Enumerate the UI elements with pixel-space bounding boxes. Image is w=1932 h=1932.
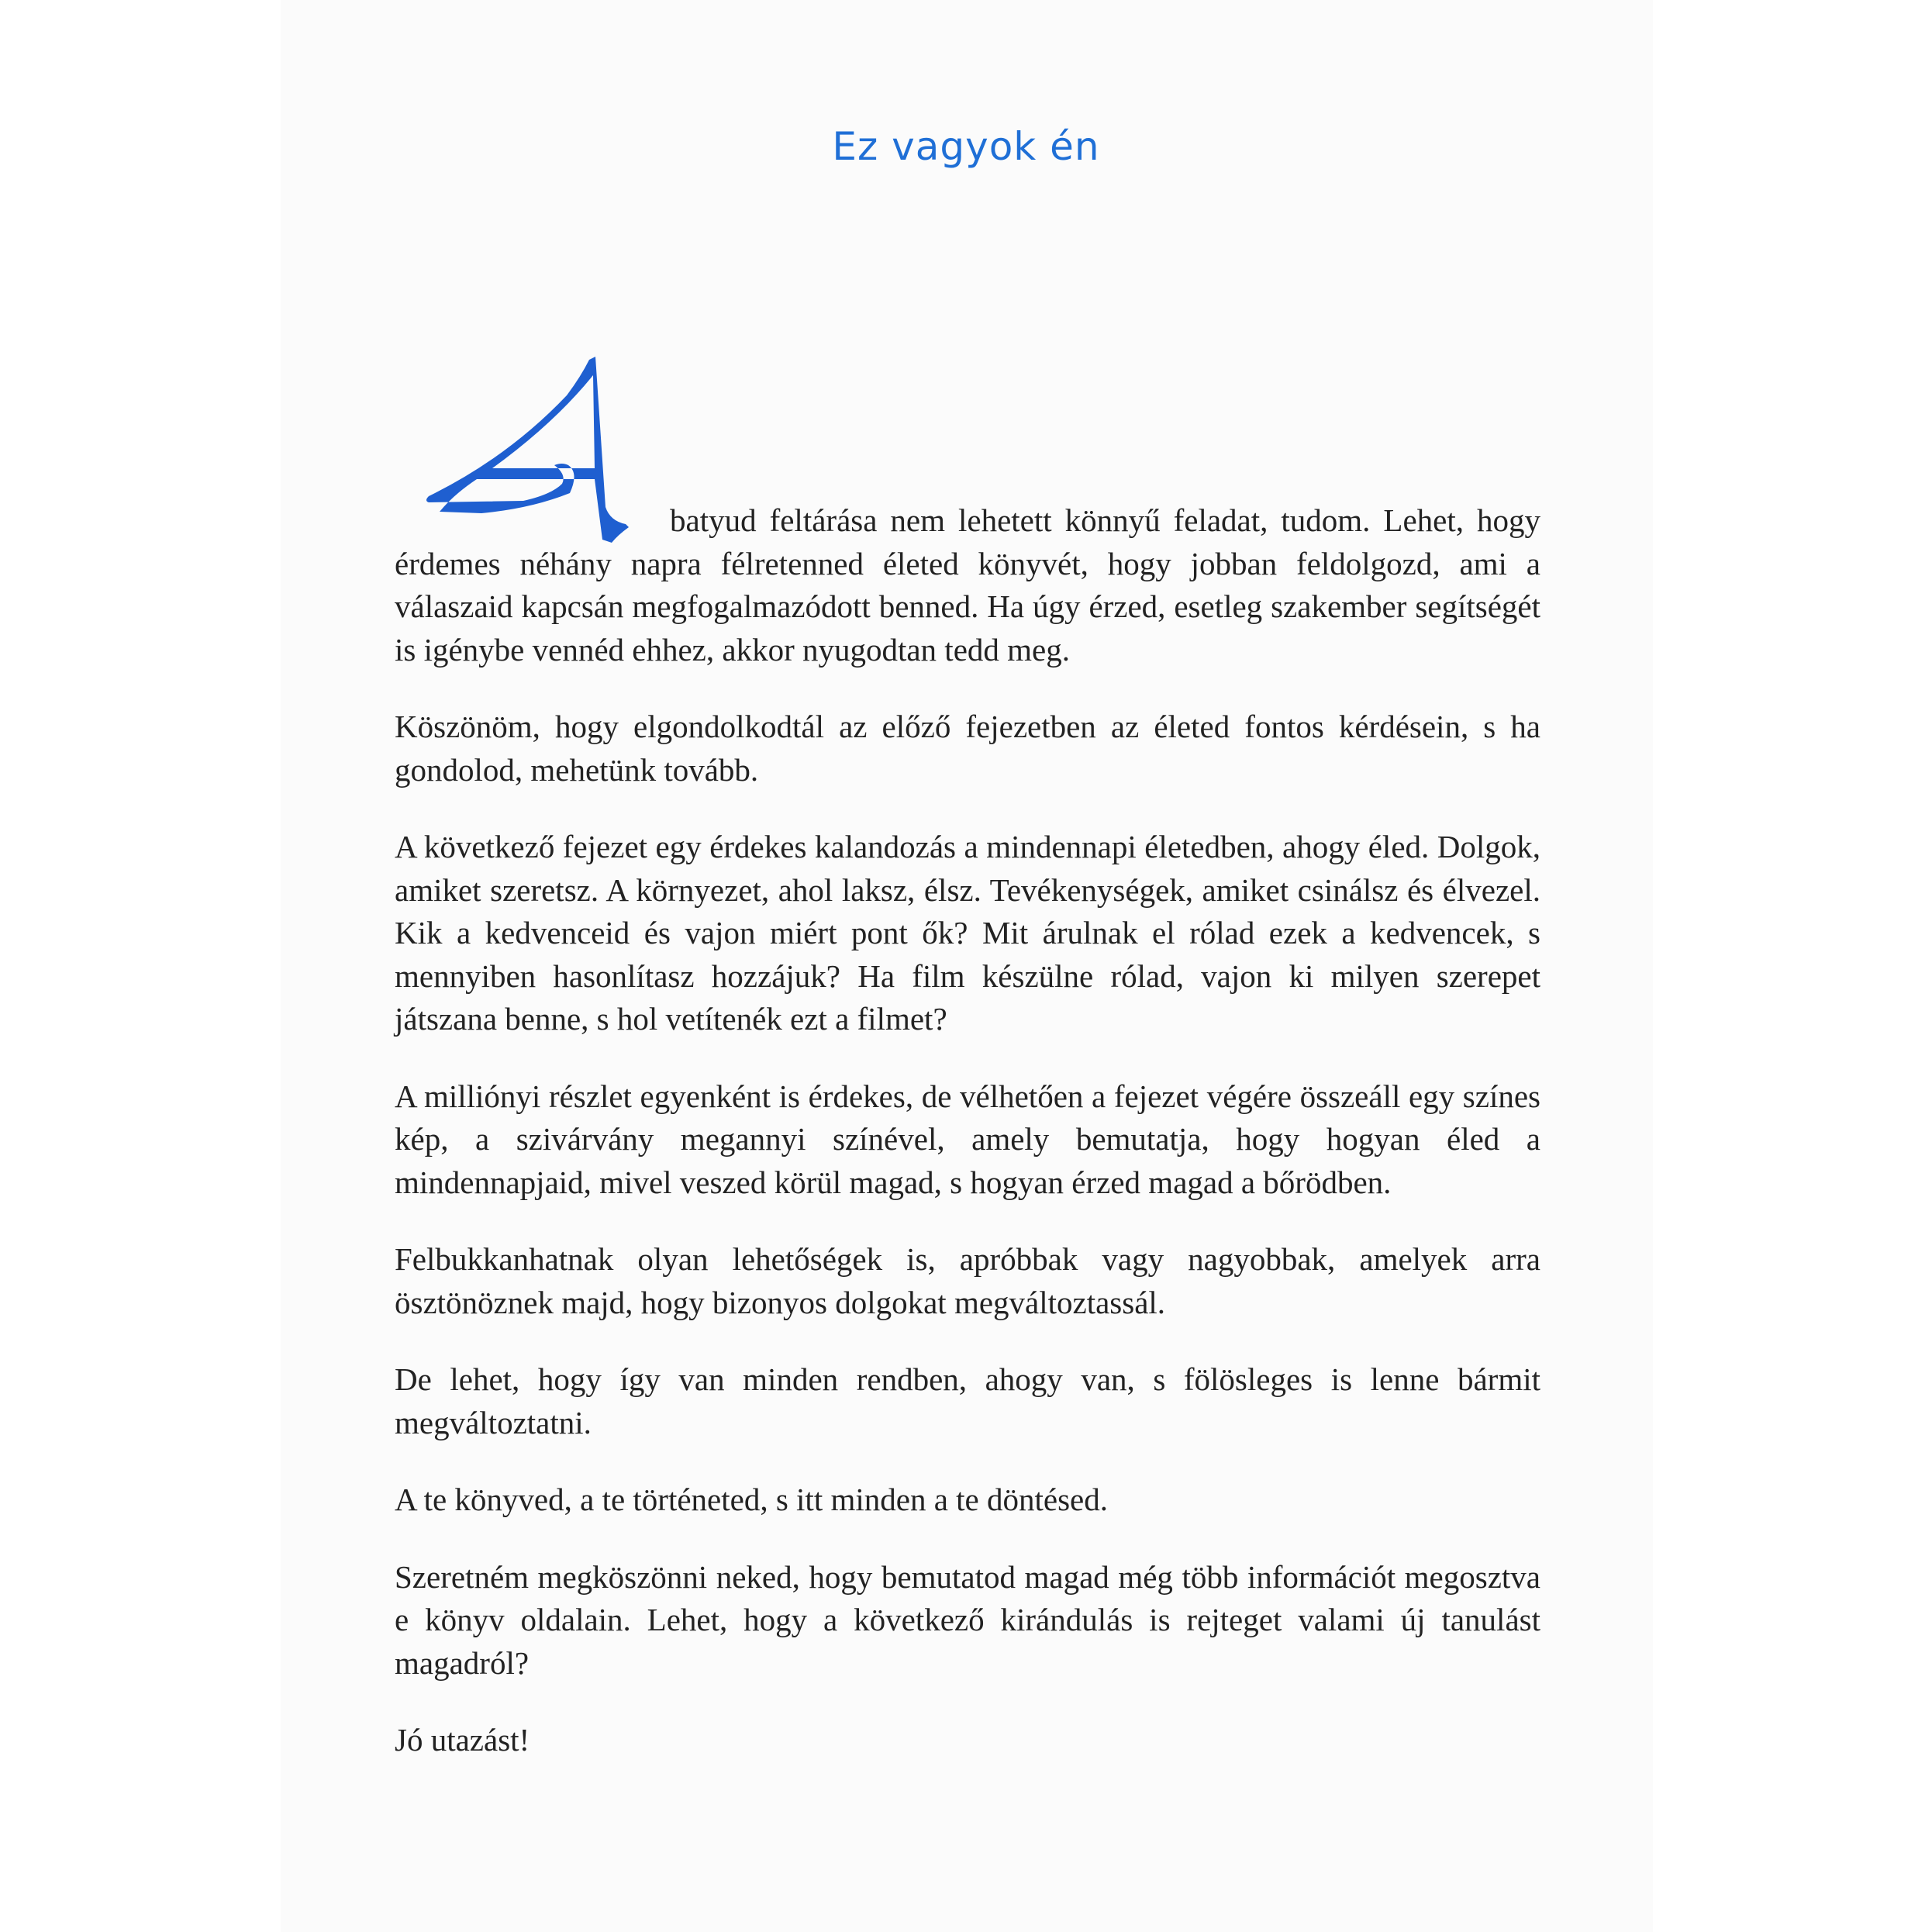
- paragraph: De lehet, hogy így van minden rendben, ahogy van, s fölösleges is lenne bármit megváltoztatni.: [395, 1361, 1540, 1440]
- paragraph: Szeretném megköszönni neked, hogy bemutatod magad még több információt megosztva e könyv oldalain. Lehet, hogy a következő kirándulás is rejteget valami új tanulást magadról?: [395, 1558, 1540, 1681]
- paragraph: A te könyved, a te történeted, s itt minden a te döntésed.: [395, 1482, 1108, 1517]
- paragraph: Köszönöm, hogy elgondolkodtál az előző fejezetben az életed fontos kérdésein, s ha gondolod, mehetünk tovább.: [395, 709, 1540, 788]
- paragraph: Felbukkanhatnak olyan lehetőségek is, apróbbak vagy nagyobbak, amelyek arra ösztönöznek majd, hogy bizonyos dolgokat megváltoztassál.: [395, 1241, 1540, 1320]
- paragraph: Jó utazást!: [395, 1722, 530, 1758]
- paragraph: batyud feltárása nem lehetett könnyű feladat, tudom. Lehet, hogy érdemes néhány napra félretenned életed könyvét, hogy jobban feldolgozd, ami a válaszaid kapcsán megfogalmazódott benned. Ha úgy érzed, esetleg szakember segítségét is igénybe vennéd ehhez, akkor nyugodtan tedd meg.: [395, 502, 1540, 668]
- paragraph: A milliónyi részlet egyenként is érdekes, de vélhetően a fejezet végére összeáll egy színes kép, a szivárvány megannyi színével, amely bemutatja, hogy hogyan éled a mindennapjaid, mivel veszed körül magad, s hogyan érzed magad a bőrödben.: [395, 1078, 1540, 1200]
- page-title: Ez vagyok én: [832, 124, 1100, 169]
- paragraph: A következő fejezet egy érdekes kalandozás a mindennapi életedben, ahogy éled. Dolgok, amiket szeretsz. A környezet, ahol laksz, élsz. Tevékenységek, amiket csinálsz és élvezel. Kik a kedvenceid és vajon miért pont ők? Mit árulnak el rólad ezek a kedvencek, s mennyiben hasonlítasz hozzájuk? Ha film készülne rólad, vajon ki milyen szerepet játszana benne, s hol vetítenék ezt a filmet?: [395, 829, 1540, 1037]
- body-text: [395, 499, 1540, 1796]
